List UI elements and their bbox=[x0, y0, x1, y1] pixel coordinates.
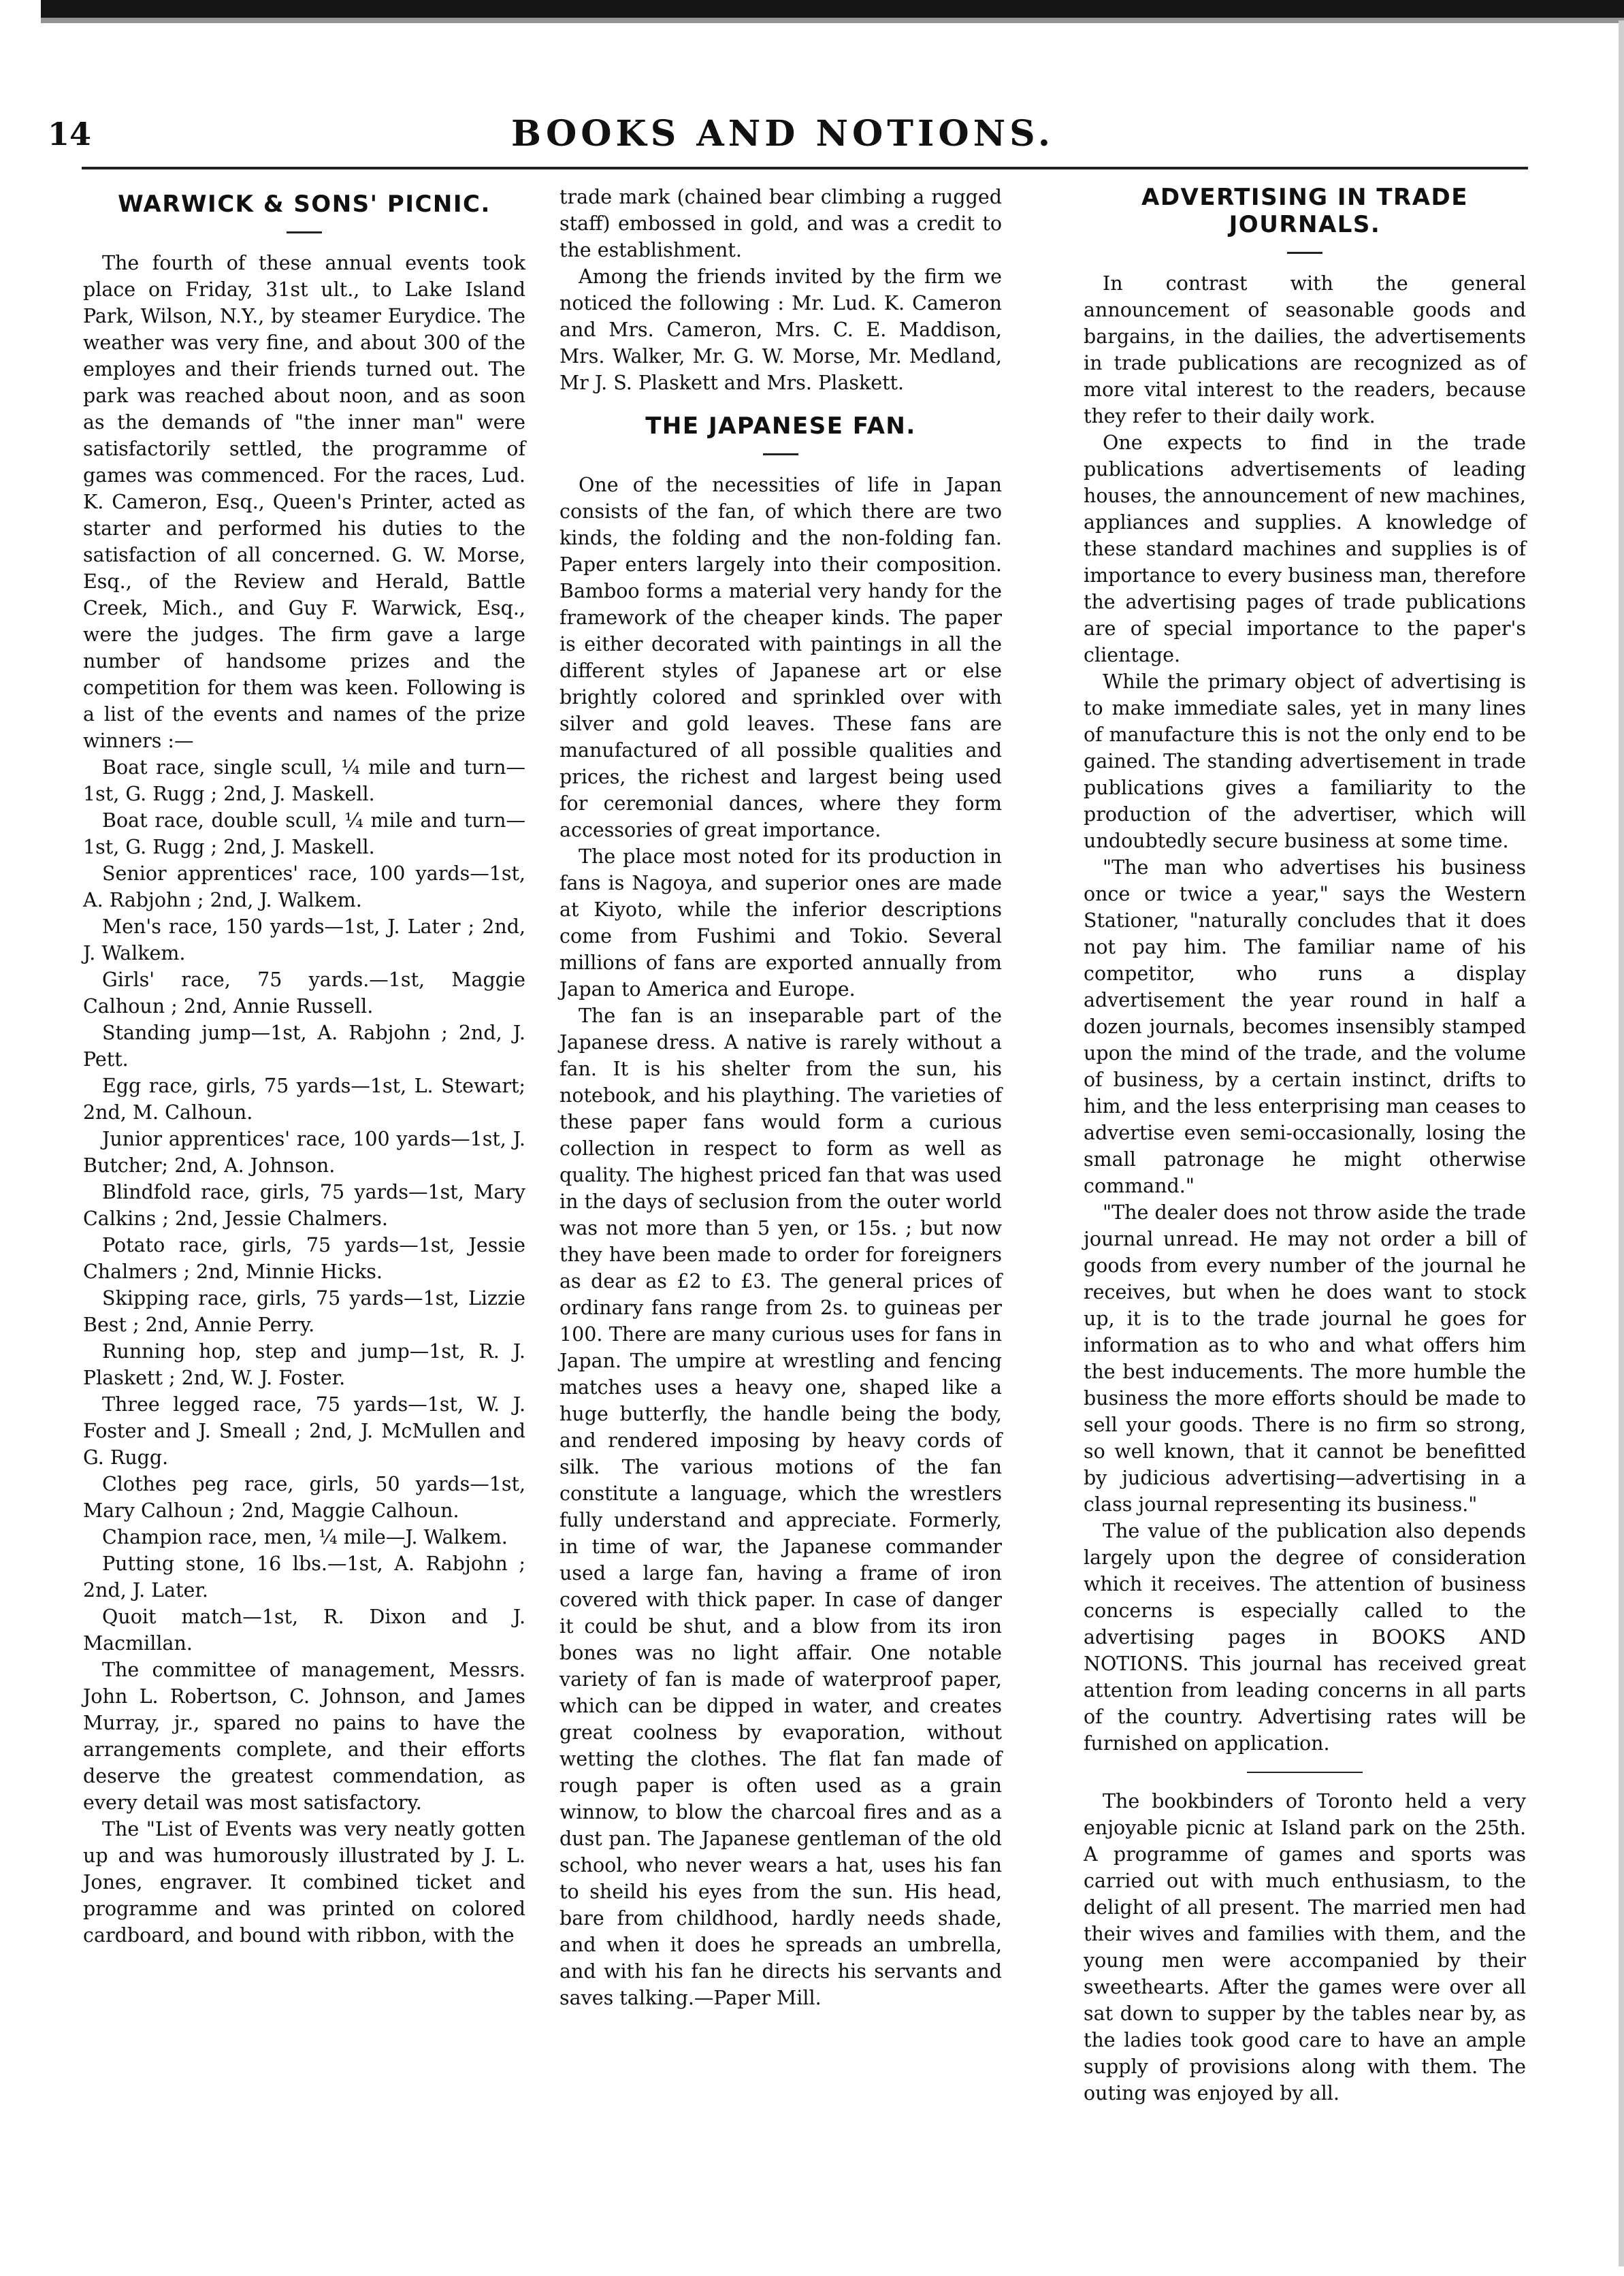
paragraph: Standing jump—1st, A. Rabjohn ; 2nd, J. Pett. bbox=[83, 1022, 525, 1071]
heading-separator bbox=[1287, 252, 1322, 254]
paragraph: The bookbinders of Toronto held a very enjoyable picnic at Island park on the 25th. A programme of games and sports was carried out with much enthusiasm, to the delight of all present. The married men had their wives and families with them, and the young men were accompanied by their sweethearts. After the games were over all sat down to supper by the tables near by, as the ladies took good care to have an ample supply of provisions along with them. The outing was enjoyed by all. bbox=[1084, 1790, 1526, 2104]
heading-separator bbox=[287, 231, 322, 233]
paragraph: Senior apprentices' race, 100 yards—1st, A. Rabjohn ; 2nd, J. Walkem. bbox=[83, 862, 525, 911]
paragraph: Junior apprentices' race, 100 yards—1st, J. Butcher; 2nd, A. Johnson. bbox=[83, 1128, 525, 1177]
paragraph: "The man who advertises his business once or twice a year," says the Western Stationer, "naturally concludes that it does not pay him. The familiar name of his competitor, who runs a display advertisement the year round in half a dozen journals, becomes insensibly stamped upon the mind of the trade, and the volume of business, by a certain instinct, drifts to him, and the less enterprising man ceases to advertise even semi-occasionally, losing the small patronage he might otherwise command." bbox=[1084, 856, 1526, 1197]
publication-title: BOOKS AND NOTIONS. bbox=[511, 113, 1054, 155]
page-header bbox=[48, 109, 1518, 170]
paragraph: Skipping race, girls, 75 yards—1st, Lizzie Best ; 2nd, Annie Perry. bbox=[83, 1287, 525, 1336]
paragraph: Boat race, single scull, ¼ mile and turn—1st, G. Rugg ; 2nd, J. Maskell. bbox=[83, 756, 525, 805]
paragraph: Champion race, men, ¼ mile—J. Walkem. bbox=[102, 1526, 508, 1548]
article-body bbox=[83, 250, 525, 1949]
paragraph: The committee of management, Messrs. John L. Robertson, C. Johnson, and James Murray, jr., spared no pains to have the arrangements complete, and their efforts deserve the greatest commendation, as every detail was most satisfactory. bbox=[83, 1659, 525, 1814]
article-continuation bbox=[559, 184, 1002, 396]
paragraph: The place most noted for its production in fans is Nagoya, and superior ones are made at Kiyoto, while the inferior descriptions come from Fushimi and Tokio. Several millions of fans are exported annually from Japan to America and Europe. bbox=[559, 845, 1002, 1001]
column-1 bbox=[83, 184, 525, 1949]
paragraph: Clothes peg race, girls, 50 yards—1st, Mary Calhoun ; 2nd, Maggie Calhoun. bbox=[83, 1473, 525, 1522]
paragraph: The value of the publication also depends largely upon the degree of consideration which it receives. The attention of business concerns is especially called to the advertising pages in BOOKS AND NOTIONS. This journal has received great attention from leading concerns in all parts of the country. Advertising rates will be furnished on application. bbox=[1084, 1520, 1526, 1755]
paragraph: Three legged race, 75 yards—1st, W. J. Foster and J. Smeall ; 2nd, J. McMullen and G. Rugg. bbox=[83, 1393, 525, 1469]
paragraph: Egg race, girls, 75 yards—1st, L. Stewart; 2nd, M. Calhoun. bbox=[83, 1075, 525, 1124]
paragraph: Putting stone, 16 lbs.—1st, A. Rabjohn ; 2nd, J. Later. bbox=[83, 1552, 525, 1602]
article-body bbox=[1084, 270, 1526, 1757]
paragraph: "The dealer does not throw aside the trade journal unread. He may not order a bill of goods from every number of the journal he receives, but when he does want to stock up, it is to the trade journal he goes for information as to who and what offers him the best inducements. The more humble the business the more efforts should be made to sell your goods. There is no firm so strong, so well known, that it cannot be benefitted by judicious advertising—advertising in a class journal representing its business." bbox=[1084, 1201, 1526, 1516]
paragraph: Among the friends invited by the firm we noticed the following : Mr. Lud. K. Cameron and Mrs. Cameron, Mrs. C. E. Maddison, Mrs. Walker, Mr. G. W. Morse, Mr. Medland, Mr J. S. Plaskett and Mrs. Plaskett. bbox=[559, 265, 1002, 394]
paragraph: Potato race, girls, 75 yards—1st, Jessie Chalmers ; 2nd, Minnie Hicks. bbox=[83, 1234, 525, 1283]
paragraph: The "List of Events was very neatly gotten up and was humorously illustrated by J. L. Jones, engraver. It combined ticket and programme and was printed on colored cardboard, and bound with ribbon, with the bbox=[83, 1818, 525, 1947]
scan-top-shadow bbox=[41, 18, 1624, 23]
paragraph: Girls' race, 75 yards.—1st, Maggie Calhoun ; 2nd, Annie Russell. bbox=[83, 969, 525, 1018]
column-2 bbox=[559, 184, 1002, 2011]
article-heading: ADVERTISING IN TRADE JOURNALS. bbox=[1141, 184, 1468, 238]
paragraph: In contrast with the general announcement of seasonable goods and bargains, in the dailies, the advertisements in trade publications are recognized as of more vital interest to the readers, because they refer to their daily work. bbox=[1084, 272, 1526, 427]
paragraph: Men's race, 150 yards—1st, J. Later ; 2nd, J. Walkem. bbox=[83, 915, 525, 964]
news-item bbox=[1084, 1788, 1526, 2107]
paragraph: One expects to find in the trade publications advertisements of leading houses, the announcement of new machines, appliances and supplies. A knowledge of these standard machines and supplies is of importance to every business man, therefore the advertising pages of trade publications are of special importance to the paper's clientage. bbox=[1084, 432, 1526, 666]
scan-top-border bbox=[41, 0, 1624, 18]
heading-separator bbox=[763, 453, 798, 455]
paragraph: While the primary object of advertising is to make immediate sales, yet in many lines of manufacture this is not the only end to be gained. The standing advertisement in trade publications gives a familiarity to the production of the advertiser, which will undoubtedly secure business at some time. bbox=[1084, 670, 1526, 852]
article-heading: THE JAPANESE FAN. bbox=[645, 412, 916, 440]
paragraph: Blindfold race, girls, 75 yards—1st, Mary Calkins ; 2nd, Jessie Chalmers. bbox=[83, 1181, 525, 1230]
paragraph: The fan is an inseparable part of the Japanese dress. A native is rarely without a fan. It is his shelter from the sun, his notebook, and his plaything. The varieties of these paper fans would form a curious collection in respect to form as well as quality. The highest priced fan that was used in the days of seclusion from the outer world was not more than 5 yen, or 15s. ; but now they have been made to order for foreigners as dear as £2 to £3. The general prices of ordinary fans range from 2s. to guineas per 100. There are many curious uses for fans in Japan. The umpire at wrestling and fencing matches uses a heavy one, shaped like a huge butterfly, the handle being the body, and rendered imposing by heavy cords of silk. The various motions of the fan constitute a language, which the wrestlers fully understand and appreciate. Formerly, in time of war, the Japanese commander used a large fan, having a frame of iron covered with thick paper. In case of danger it could be shut, and a blow from its iron bones was no light affair. One notable variety of fan is made of waterproof paper, which can be dipped in water, and creates great coolness by evaporation, without wetting the clothes. The flat fan made of rough paper is often used as a grain winnow, to blow the charcoal fires and as a dust pan. The Japanese gentleman of the old school, who never wears a hat, uses his fan to sheild his eyes from the sun. His head, bare from childhood, hardly needs shade, and when it does he spreads an umbrella, and with his fan he directs his servants and saves talking.—Paper Mill. bbox=[559, 1005, 1002, 2009]
paragraph: Running hop, step and jump—1st, R. J. Plaskett ; 2nd, W. J. Foster. bbox=[83, 1340, 525, 1389]
paragraph: The fourth of these annual events took place on Friday, 31st ult., to Lake Island Park, Wilson, N.Y., by steamer Eurydice. The weather was very fine, and about 300 of the employes and their friends turned out. The park was reached about noon, and as soon as the demands of "the inner man" were satisfactorily settled, the programme of games was commenced. For the races, Lud. K. Cameron, Esq., Queen's Printer, acted as starter and performed his duties to the satisfaction of all concerned. G. W. Morse, Esq., of the Review and Herald, Battle Creek, Mich., and Guy F. Warwick, Esq., were the judges. The firm gave a large number of handsome prizes and the competition for them was keen. Following is a list of the events and names of the prize winners :— bbox=[83, 252, 525, 752]
paragraph: Boat race, double scull, ¼ mile and turn—1st, G. Rugg ; 2nd, J. Maskell. bbox=[83, 809, 525, 858]
article-heading: WARWICK & SONS' PICNIC. bbox=[118, 191, 491, 218]
scan-right-edge bbox=[1619, 20, 1624, 2266]
column-3 bbox=[1084, 184, 1526, 2107]
article-divider bbox=[1247, 1772, 1363, 1773]
paragraph: Quoit match—1st, R. Dixon and J. Macmillan. bbox=[83, 1606, 525, 1655]
paragraph: One of the necessities of life in Japan consists of the fan, of which there are two kinds, the folding and the non-folding fan. Paper enters largely into their composition. Bamboo forms a material very handy for the framework of the cheaper kinds. The paper is either decorated with paintings in all the different styles of Japanese art or else brightly colored and sprinkled over with silver and gold leaves. These fans are manufactured of all possible qualities and prices, the richest and largest being used for ceremonial dances, where they form accessories of great importance. bbox=[559, 474, 1002, 841]
header-rule bbox=[82, 167, 1528, 169]
page-number: 14 bbox=[48, 116, 92, 152]
article-body bbox=[559, 472, 1002, 2011]
paragraph: trade mark (chained bear climbing a rugged staff) embossed in gold, and was a credit to the establishment. bbox=[559, 186, 1002, 261]
